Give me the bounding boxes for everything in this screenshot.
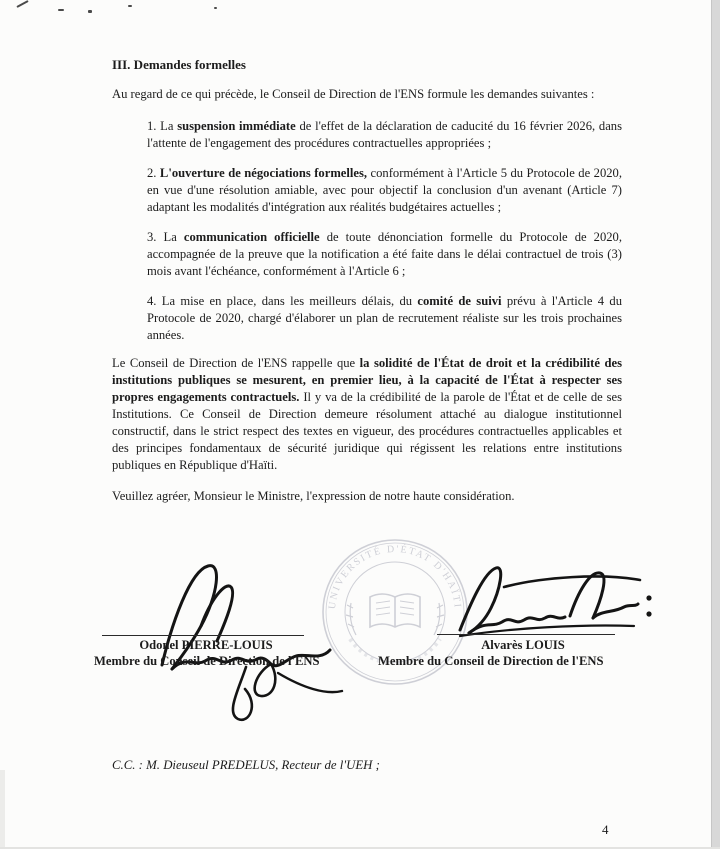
- open-book-icon: [370, 594, 420, 627]
- salutation-line: Veuillez agréer, Monsieur le Ministre, l'expression de notre haute considération.: [112, 489, 515, 503]
- seal-arc-text: UNIVERSITÉ D'ÉTAT D'HAÏTI: [326, 543, 463, 610]
- demand-item-1: 1. La suspension immédiate de l'effet de la déclaration de caducité du 16 février 2026, dans l'attente de l'engagement des procédures contractuelles appropriées ;: [147, 119, 622, 150]
- signer-title-left: Membre du Conseil de Direction de l'ENS: [94, 654, 320, 668]
- demand-item-4: 4. La mise en place, dans les meilleurs délais, du comité de suivi prévu à l'Article 4 du Protocole de 2020, chargé d'élaborer un plan de recrutement réaliste sur les trois prochaines années.: [147, 294, 622, 342]
- scan-speck: [58, 9, 64, 11]
- signature-alvares-louis: [452, 560, 657, 645]
- intro-paragraph: Au regard de ce qui précède, le Conseil de Direction de l'ENS formule les demandes suivantes :: [112, 87, 595, 101]
- demand-item-2: 2. L'ouverture de négociations formelles, conformément à l'Article 5 du Protocole de 2020, en vue d'une résolution amiable, avec pour objectif la conclusion d'un avenant (Article 7) adaptant les modalités d'intégration aux réalités budgétaires actuelles ;: [147, 166, 622, 214]
- scan-speck: [88, 10, 92, 13]
- closing-paragraph: Le Conseil de Direction de l'ENS rappelle que la solidité de l'État de droit et la crédibilité des institutions publiques se mesurent, en premier lieu, à la capacité de l'État à respecter ses propres engagements contractuels. Il y va de la crédibilité de la parole de l'État et de celle de ses Institutions. Ce Conseil de Direction demeure résolument attaché au dialogue institutionnel constructif, dans le strict respect des textes en vigueur, des procédures contractuelles applicables et des principes fondamentaux de sécurité juridique qui régissent les relations entre institutions publiques en République d'Haïti.: [112, 356, 622, 472]
- scan-edge-left: [0, 770, 5, 849]
- scan-speck: [16, 0, 28, 8]
- scan-speck: [128, 5, 132, 7]
- signer-name-right: Alvarès LOUIS: [481, 638, 565, 652]
- signer-title-right: Membre du Conseil de Direction de l'ENS: [378, 654, 604, 668]
- scan-speck: [214, 7, 217, 9]
- signature-line-right: [437, 634, 615, 635]
- signer-name-left: Odonel PIERRE-LOUIS: [139, 638, 273, 652]
- letter-body: [112, 56, 622, 505]
- page-number: 4: [602, 822, 609, 837]
- signature-block: [0, 535, 720, 735]
- demand-item-3: 3. La communication officielle de toute dénonciation formelle du Protocole de 2020, accompagnée de la preuve que la notification a été faite dans le délai contractuel de trois (3) mois avant l'échéance, conformément à l'Article 6 ;: [147, 230, 623, 278]
- signature-line-left: [102, 635, 304, 636]
- section-heading: III. Demandes formelles: [112, 57, 246, 72]
- cc-line: C.C. : M. Dieuseul PREDELUS, Recteur de l'UEH ;: [112, 758, 380, 772]
